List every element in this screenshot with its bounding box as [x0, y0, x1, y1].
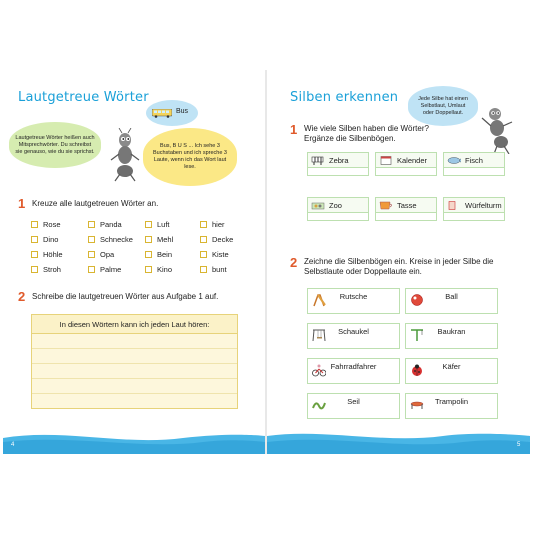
checkbox-item[interactable]: Kiste: [200, 250, 229, 259]
wave-footer: [3, 424, 530, 454]
ant-mascot-icon: [107, 128, 143, 183]
task-2-instruction: Schreibe die lautgetreuen Wörter aus Aufgabe 1 auf.: [32, 292, 219, 301]
right-page: [267, 70, 530, 454]
checkbox-item[interactable]: Luft: [145, 220, 170, 229]
checkbox[interactable]: [88, 236, 95, 243]
checkbox[interactable]: [31, 266, 38, 273]
checkbox[interactable]: [88, 266, 95, 273]
checkbox-item[interactable]: Palme: [88, 265, 121, 274]
zoo-icon: [311, 201, 325, 210]
checkbox[interactable]: [200, 236, 207, 243]
checkbox-item[interactable]: Höhle: [31, 250, 63, 259]
checkbox[interactable]: [88, 221, 95, 228]
task-number-1: 1: [290, 122, 298, 137]
task-number-1: 1: [18, 196, 26, 211]
task-number-2: 2: [18, 289, 26, 304]
checkbox-item[interactable]: Opa: [88, 250, 114, 259]
speech-bubble-bus: [146, 100, 198, 126]
dice-tower-icon: [447, 201, 461, 210]
answer-line[interactable]: [32, 379, 237, 394]
checkbox-item[interactable]: bunt: [200, 265, 227, 274]
checkbox[interactable]: [145, 221, 152, 228]
checkbox[interactable]: [200, 221, 207, 228]
answer-line[interactable]: [32, 364, 237, 379]
checkbox-item[interactable]: Stroh: [31, 265, 61, 274]
checkbox-item[interactable]: Decke: [200, 235, 233, 244]
picture-word-rutsche[interactable]: Rutsche: [307, 288, 400, 314]
checkbox-item[interactable]: Rose: [31, 220, 61, 229]
checkbox-item[interactable]: Schnecke: [88, 235, 133, 244]
left-page-title: Lautgetreue Wörter: [18, 90, 149, 105]
left-page: [3, 70, 266, 454]
answer-table: [31, 314, 238, 409]
speech-bubble-explanation: Bus, B U S ... Ich sehe 3 Buchstaben und ich spreche 3 Laute, wenn ich das Wort laut lese.: [143, 128, 237, 186]
bus-label: Bus: [176, 108, 189, 115]
bus-icon: [152, 109, 172, 118]
picture-word-ball[interactable]: Ball: [405, 288, 498, 314]
task-2-instruction-line-2: Selbstlaute oder Doppellaute ein.: [304, 267, 422, 276]
syllable-box-wuerfelturm[interactable]: Würfelturm: [443, 197, 505, 221]
checkbox[interactable]: [145, 266, 152, 273]
answer-table-header: In diesen Wörtern kann ich jeden Laut hören:: [32, 315, 237, 334]
checkbox[interactable]: [200, 266, 207, 273]
task-1-instruction-line-1: Wie viele Silben haben die Wörter?: [304, 124, 429, 133]
checkbox[interactable]: [145, 251, 152, 258]
picture-word-fahrradfahrer[interactable]: Fahrradfahrer: [307, 358, 400, 384]
checkbox-item[interactable]: Kino: [145, 265, 172, 274]
task-1-instruction: Kreuze alle lautgetreuen Wörter an.: [32, 199, 159, 208]
right-page-title: Silben erkennen: [290, 90, 399, 105]
checkbox[interactable]: [31, 251, 38, 258]
picture-word-kaefer[interactable]: Käfer: [405, 358, 498, 384]
answer-line[interactable]: [32, 334, 237, 349]
checkbox-item[interactable]: Mehl: [145, 235, 173, 244]
book-spread: [3, 70, 530, 454]
answer-line[interactable]: [32, 349, 237, 364]
answer-line[interactable]: [32, 394, 237, 408]
zebra-icon: [311, 156, 325, 165]
speech-bubble-hint: Jede Silbe hat einen Selbstlaut, Umlaut oder Doppellaut.: [408, 86, 478, 126]
fish-icon: [447, 156, 461, 165]
speech-bubble-definition: Lautgetreue Wörter heißen auch Mitsprechwörter. Du schreibst sie genauso, wie du sie sprichst.: [9, 122, 101, 168]
picture-word-seil[interactable]: Seil: [307, 393, 400, 419]
picture-word-trampolin[interactable]: Trampolin: [405, 393, 498, 419]
syllable-box-zoo[interactable]: Zoo: [307, 197, 369, 221]
checkbox-item[interactable]: Panda: [88, 220, 122, 229]
picture-word-baukran[interactable]: Baukran: [405, 323, 498, 349]
checkbox[interactable]: [31, 221, 38, 228]
page-number-left: 4: [11, 442, 15, 448]
page-number-right: 5: [517, 442, 521, 448]
calendar-icon: [379, 156, 393, 165]
syllable-box-tasse[interactable]: Tasse: [375, 197, 437, 221]
cup-icon: [379, 201, 393, 210]
task-2-instruction-line-1: Zeichne die Silbenbögen ein. Kreise in jeder Silbe die: [304, 257, 494, 266]
checkbox-item[interactable]: Dino: [31, 235, 58, 244]
checkbox[interactable]: [200, 251, 207, 258]
task-1-instruction-line-2: Ergänze die Silbenbögen.: [304, 134, 396, 143]
picture-word-schaukel[interactable]: Schaukel: [307, 323, 400, 349]
ant-mascot-icon: [479, 104, 515, 154]
checkbox-item[interactable]: Bein: [145, 250, 172, 259]
checkbox[interactable]: [88, 251, 95, 258]
syllable-box-kalender[interactable]: Kalender: [375, 152, 437, 176]
syllable-box-fisch[interactable]: Fisch: [443, 152, 505, 176]
task-number-2: 2: [290, 255, 298, 270]
checkbox[interactable]: [145, 236, 152, 243]
syllable-box-zebra[interactable]: Zebra: [307, 152, 369, 176]
checkbox-item[interactable]: hier: [200, 220, 225, 229]
checkbox[interactable]: [31, 236, 38, 243]
